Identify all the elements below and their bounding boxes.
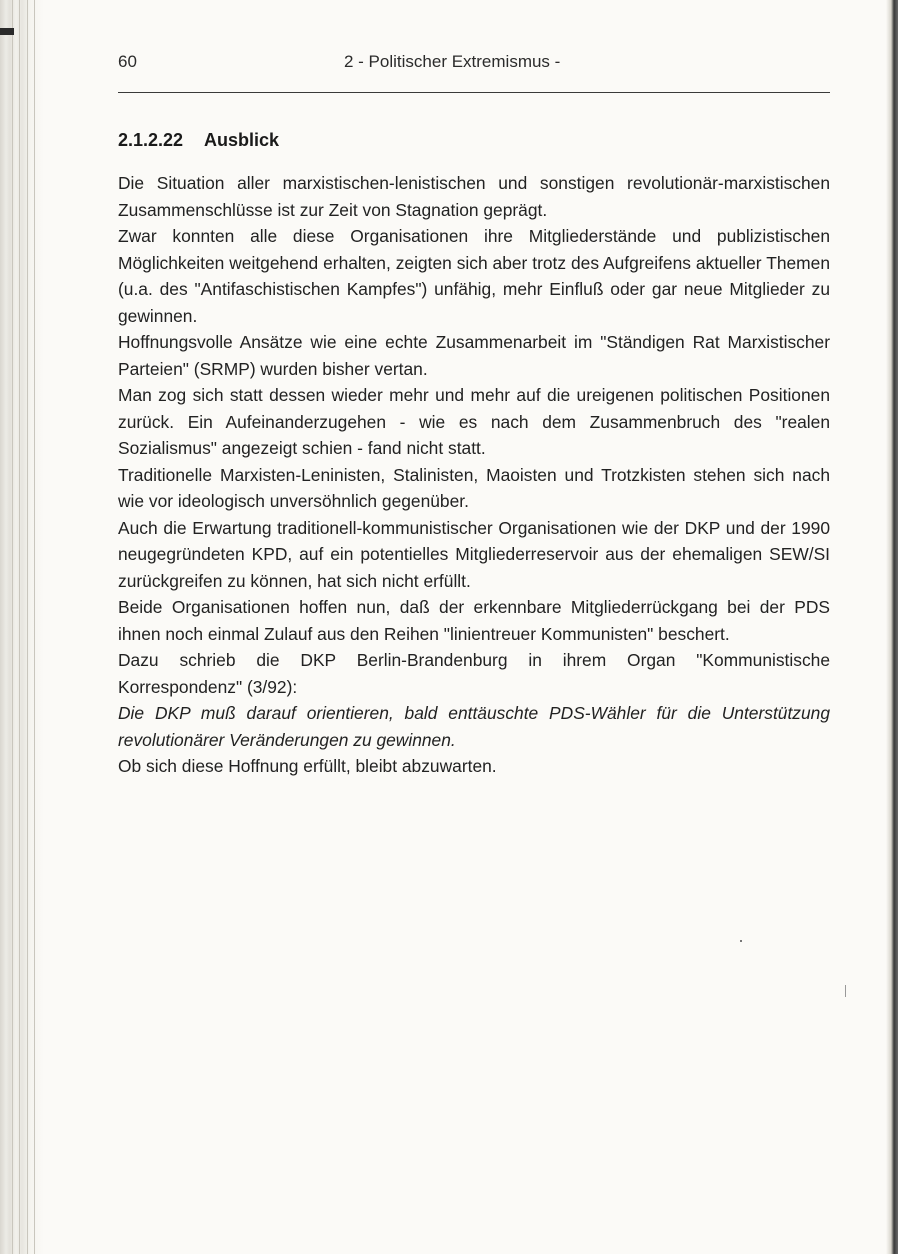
paragraph: Man zog sich statt dessen wieder mehr und mehr auf die ureigenen politischen Positionen zurück. Ein Aufeinanderzugehen - wie es nach dem Zusammenbruch des "realen Sozialismus" angezeigt schien - fand nicht statt. [118, 385, 830, 458]
paragraph: Dazu schrieb die DKP Berlin-Brandenburg in ihrem Organ "Kommunistische Korrespondenz" (3/92): [118, 650, 830, 697]
page-binding-shadow [0, 0, 44, 1254]
paragraph: Traditionelle Marxisten-Leninisten, Stalinisten, Maoisten und Trotzkisten stehen sich nach wie vor ideologisch unversöhnlich gegenüber. [118, 464, 830, 511]
binding-line [34, 0, 35, 1254]
page-right-edge [886, 0, 898, 1254]
quote-paragraph: Die DKP muß darauf orientieren, bald enttäuschte PDS-Wähler für die Unterstützung revolutionärer Veränderungen zu gewinnen. [118, 703, 830, 750]
scan-corner-mark [0, 28, 14, 35]
section-title: Ausblick [204, 130, 280, 150]
page-header [118, 52, 830, 76]
page-number: 60 [118, 52, 137, 71]
paragraph: Hoffnungsvolle Ansätze wie eine echte Zusammenarbeit im "Ständigen Rat Marxistischer Parteien" (SRMP) wurden bisher vertan. [118, 332, 830, 379]
header-rule [118, 92, 830, 93]
paragraph: Auch die Erwartung traditionell-kommunistischer Organisationen wie der DKP und der 1990 neugegründeten KPD, auf ein potentielles Mitgliederreservoir aus der ehemaligen SEW/SI zurückgreifen zu können, hat sich nicht erfüllt. [118, 517, 830, 591]
paragraph: Ob sich diese Hoffnung erfüllt, bleibt abzuwarten. [118, 756, 497, 776]
section-heading [118, 130, 279, 151]
section-number: 2.1.2.22 [118, 130, 184, 150]
paragraph: Beide Organisationen hoffen nun, daß der erkennbare Mitgliederrückgang bei der PDS ihnen noch einmal Zulauf aus den Reihen "linientreuer Kommunisten" beschert. [118, 597, 830, 644]
binding-line [12, 0, 13, 1254]
paragraph: Die Situation aller marxistischen-lenistischen und sonstigen revolutionär-marxistischen Zusammenschlüsse ist zur Zeit von Stagnation geprägt. [118, 173, 830, 220]
binding-line [27, 0, 28, 1254]
running-head: 2 - Politischer Extremismus - [344, 52, 561, 71]
scan-speck [740, 940, 742, 942]
binding-line [19, 0, 20, 1254]
scan-speck [845, 985, 846, 997]
paragraph: Zwar konnten alle diese Organisationen ihre Mitgliederstände und publizistischen Möglichkeiten weitgehend erhalten, zeigten sich aber trotz des Aufgreifens aktueller Themen (u.a. des "Antifaschistischen Kampfes") unfähig, mehr Einfluß oder gar neue Mitglieder zu gewinnen. [118, 226, 830, 326]
body-text [118, 170, 830, 780]
